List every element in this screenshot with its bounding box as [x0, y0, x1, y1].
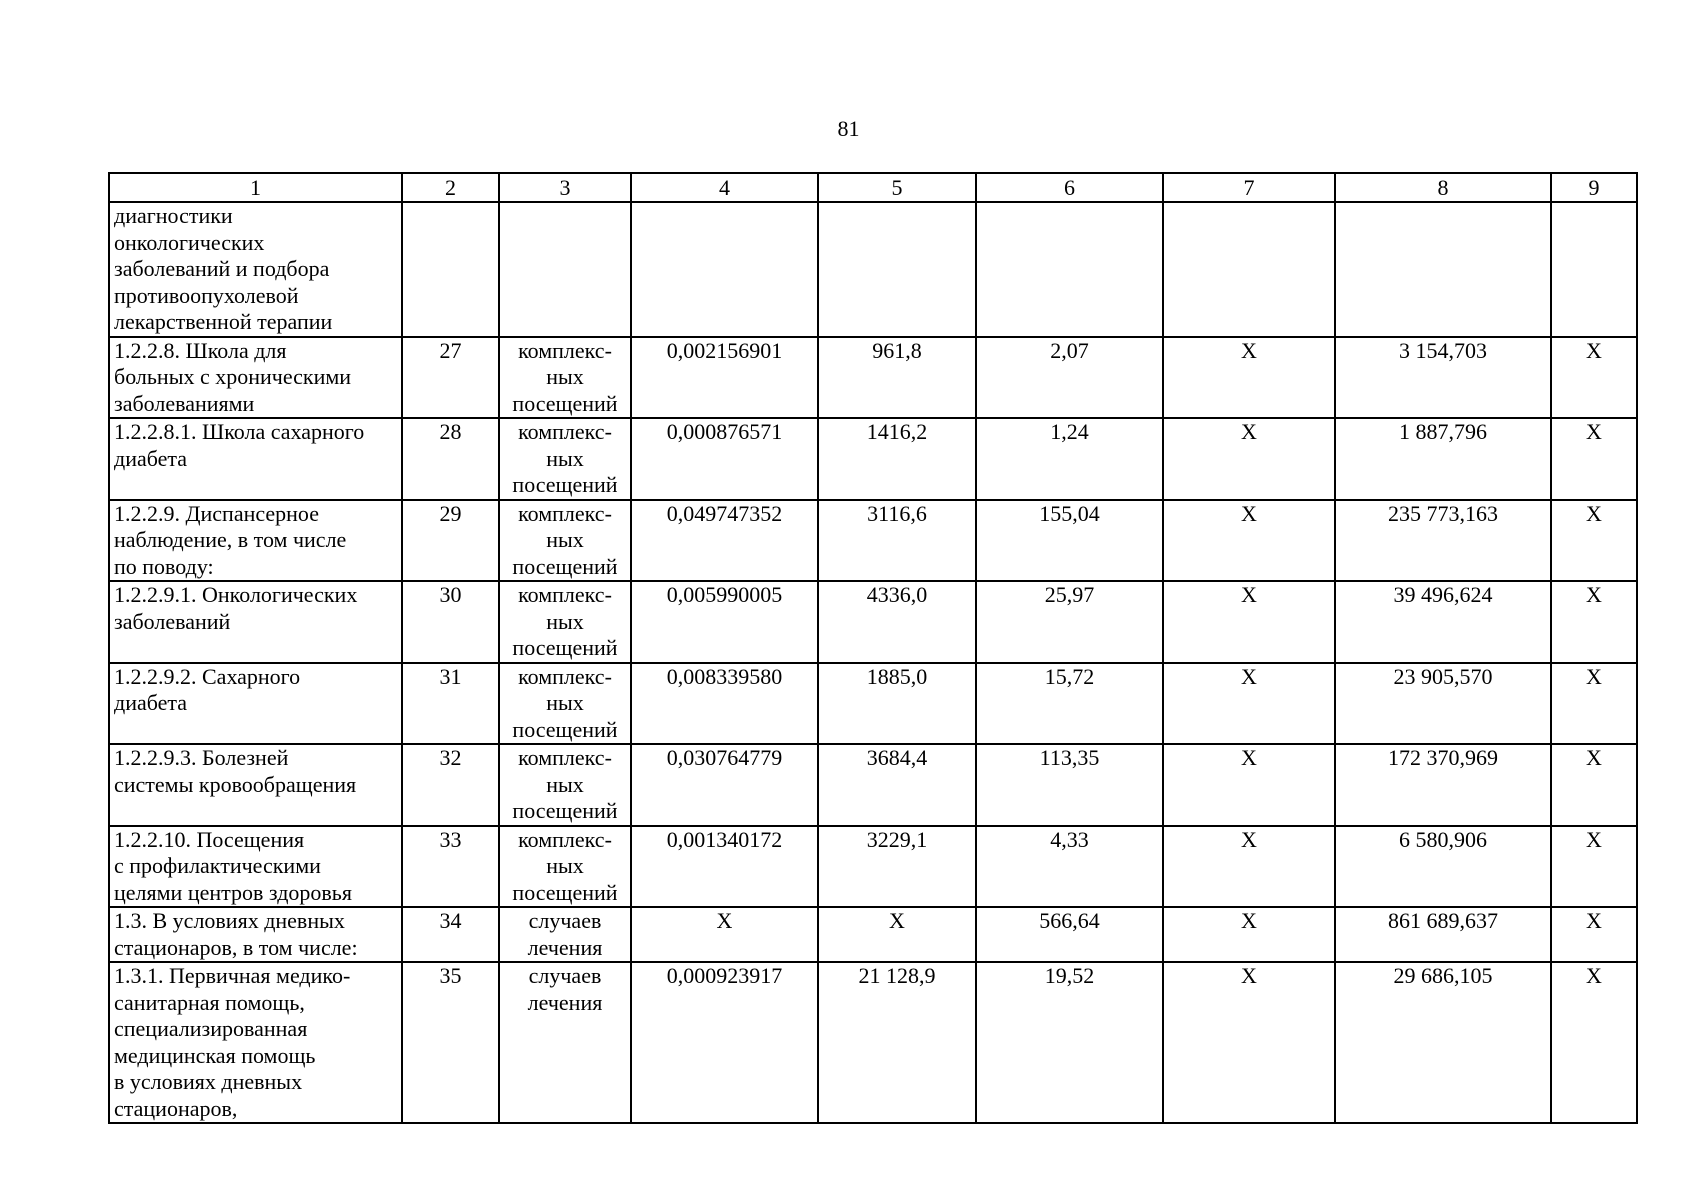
column-9-cell: X: [1551, 744, 1637, 826]
column-7-cell: X: [1163, 418, 1335, 500]
indicator-name-cell-line: заболеваний: [114, 608, 231, 634]
column-4-cell: 0,005990005: [631, 581, 818, 663]
indicator-name-cell-line: 1.2.2.9.1. Онкологических: [114, 582, 358, 607]
indicator-name-cell: [109, 907, 402, 962]
column-8-cell: 1 887,796: [1335, 418, 1551, 500]
indicator-name-cell-line: 1.3. В условиях дневных: [114, 908, 345, 933]
column-header-7: 7: [1163, 173, 1335, 202]
indicator-name-cell: [109, 337, 402, 419]
column-8-cell: 39 496,624: [1335, 581, 1551, 663]
unit-cell-line: ных: [546, 771, 584, 797]
unit-cell-line: ных: [546, 445, 584, 471]
unit-cell-line: ных: [546, 853, 584, 878]
column-5-cell: X: [818, 907, 976, 962]
table-row: [109, 418, 1637, 500]
column-9-cell: X: [1551, 500, 1637, 582]
page-number: 81: [837, 116, 860, 141]
indicator-name-cell-line: 1.2.2.10. Посещения: [114, 826, 305, 852]
column-4-cell: 0,000923917: [631, 962, 818, 1123]
unit-cell: [499, 744, 631, 826]
unit-cell-line: посещений: [512, 390, 618, 416]
column-9-cell: X: [1551, 826, 1637, 908]
column-6-cell: 4,33: [976, 826, 1163, 908]
column-4-cell: 0,030764779: [631, 744, 818, 826]
column-5-cell: 21 128,9: [818, 962, 976, 1123]
unit-cell-line: посещений: [512, 798, 618, 823]
indicator-name-cell-line: специализированная: [114, 1016, 308, 1041]
indicator-name-cell-line: 1.2.2.8. Школа для: [114, 337, 287, 363]
indicator-name-cell-line: 1.3.1. Первичная медико-: [114, 963, 351, 988]
column-9-cell: X: [1551, 663, 1637, 745]
unit-cell-line: посещений: [512, 879, 618, 905]
column-header-9: 9: [1551, 173, 1637, 202]
column-4-cell: [631, 202, 818, 337]
row-number-cell: 28: [402, 418, 499, 500]
unit-cell: [499, 962, 631, 1123]
row-number-cell: [402, 202, 499, 337]
column-header-4: 4: [631, 173, 818, 202]
column-header-5: 5: [818, 173, 976, 202]
indicator-name-cell-line: целями центров здоровья: [114, 879, 352, 905]
indicator-name-cell: [109, 962, 402, 1123]
column-9-cell: X: [1551, 962, 1637, 1123]
unit-cell-line: посещений: [512, 553, 618, 579]
table-row: [109, 962, 1637, 1123]
column-8-cell: 6 580,906: [1335, 826, 1551, 908]
table-row: [109, 826, 1637, 908]
indicator-name-cell-line: диабета: [114, 690, 188, 715]
column-6-cell: 19,52: [976, 962, 1163, 1123]
table-row: [109, 500, 1637, 582]
row-number-cell: 32: [402, 744, 499, 826]
indicator-name-cell: [109, 826, 402, 908]
unit-cell-line: случаев: [528, 963, 602, 988]
unit-cell-line: комплекс-: [518, 745, 612, 770]
column-7-cell: X: [1163, 500, 1335, 582]
indicator-name-cell-line: лекарственной терапии: [114, 309, 333, 334]
column-7-cell: X: [1163, 962, 1335, 1123]
indicator-name-cell-line: заболеваний и подбора: [114, 256, 330, 281]
column-8-cell: 3 154,703: [1335, 337, 1551, 419]
column-9-cell: [1551, 202, 1637, 337]
indicator-name-cell-line: больных с хроническими: [114, 364, 352, 389]
indicator-name-cell-line: в условиях дневных: [114, 1069, 303, 1094]
column-4-cell: 0,000876571: [631, 418, 818, 500]
column-7-cell: X: [1163, 907, 1335, 962]
column-4-cell: 0,049747352: [631, 500, 818, 582]
column-header-6: 6: [976, 173, 1163, 202]
table-row: [109, 663, 1637, 745]
unit-cell-line: посещений: [512, 716, 618, 742]
unit-cell: [499, 663, 631, 745]
column-header-8: 8: [1335, 173, 1551, 202]
column-7-cell: X: [1163, 581, 1335, 663]
unit-cell: [499, 418, 631, 500]
column-9-cell: X: [1551, 337, 1637, 419]
row-number-cell: 30: [402, 581, 499, 663]
table-header-row: [109, 173, 1637, 202]
indicator-name-cell-line: по поводу:: [114, 553, 214, 579]
column-5-cell: 961,8: [818, 337, 976, 419]
indicator-name-cell-line: стационаров,: [114, 1095, 238, 1121]
column-5-cell: 1416,2: [818, 418, 976, 500]
table-row: [109, 907, 1637, 962]
column-5-cell: 3116,6: [818, 500, 976, 582]
column-header-1: 1: [109, 173, 402, 202]
column-4-cell: 0,008339580: [631, 663, 818, 745]
indicator-name-cell-line: санитарная помощь,: [114, 989, 305, 1015]
unit-cell-line: посещений: [512, 635, 618, 660]
indicator-name-cell-line: 1.2.2.9.3. Болезней: [114, 745, 289, 770]
unit-cell: [499, 500, 631, 582]
column-6-cell: 25,97: [976, 581, 1163, 663]
table-row: [109, 744, 1637, 826]
column-8-cell: 172 370,969: [1335, 744, 1551, 826]
indicator-name-cell: [109, 581, 402, 663]
column-5-cell: 3229,1: [818, 826, 976, 908]
column-7-cell: X: [1163, 663, 1335, 745]
row-number-cell: 27: [402, 337, 499, 419]
unit-cell-line: лечения: [527, 989, 603, 1015]
column-6-cell: 155,04: [976, 500, 1163, 582]
column-4-cell: X: [631, 907, 818, 962]
column-8-cell: 23 905,570: [1335, 663, 1551, 745]
column-5-cell: 3684,4: [818, 744, 976, 826]
table-row: [109, 337, 1637, 419]
column-5-cell: 1885,0: [818, 663, 976, 745]
data-table: [108, 172, 1638, 1124]
unit-cell-line: ных: [546, 690, 584, 715]
column-8-cell: 29 686,105: [1335, 962, 1551, 1123]
indicator-name-cell-line: диагностики: [114, 203, 233, 228]
row-number-cell: 31: [402, 663, 499, 745]
column-8-cell: [1335, 202, 1551, 337]
unit-cell: [499, 202, 631, 337]
unit-cell-line: комплекс-: [518, 500, 612, 526]
unit-cell-line: комплекс-: [518, 582, 612, 607]
indicator-name-cell-line: с профилактическими: [114, 853, 321, 878]
column-7-cell: X: [1163, 826, 1335, 908]
row-number-cell: 35: [402, 962, 499, 1123]
unit-cell-line: посещений: [512, 472, 618, 497]
column-header-2: 2: [402, 173, 499, 202]
unit-cell: [499, 581, 631, 663]
column-8-cell: 861 689,637: [1335, 907, 1551, 962]
indicator-name-cell-line: 1.2.2.9. Диспансерное: [114, 500, 319, 526]
table-row: [109, 581, 1637, 663]
indicator-name-cell-line: системы кровообращения: [114, 771, 357, 797]
indicator-name-cell: [109, 744, 402, 826]
indicator-name-cell-line: диабета: [114, 445, 188, 471]
indicator-name-cell-line: заболеваниями: [114, 390, 255, 416]
unit-cell-line: комплекс-: [518, 337, 612, 363]
unit-cell-line: ных: [546, 608, 584, 634]
indicator-name-cell-line: противоопухолевой: [114, 282, 299, 308]
table-row: [109, 202, 1637, 337]
column-6-cell: 113,35: [976, 744, 1163, 826]
indicator-name-cell: [109, 500, 402, 582]
unit-cell-line: случаев: [528, 908, 602, 933]
indicator-name-cell-line: 1.2.2.8.1. Школа сахарного: [114, 419, 365, 444]
unit-cell-line: комплекс-: [518, 419, 612, 444]
column-header-3: 3: [499, 173, 631, 202]
unit-cell: [499, 907, 631, 962]
column-5-cell: [818, 202, 976, 337]
column-9-cell: X: [1551, 581, 1637, 663]
column-6-cell: 566,64: [976, 907, 1163, 962]
row-number-cell: 34: [402, 907, 499, 962]
indicator-name-cell: [109, 663, 402, 745]
indicator-name-cell-line: онкологических: [114, 229, 265, 255]
column-6-cell: 2,07: [976, 337, 1163, 419]
column-6-cell: 15,72: [976, 663, 1163, 745]
column-9-cell: X: [1551, 907, 1637, 962]
indicator-name-cell-line: 1.2.2.9.2. Сахарного: [114, 663, 301, 689]
unit-cell-line: комплекс-: [518, 826, 612, 852]
column-9-cell: X: [1551, 418, 1637, 500]
column-7-cell: X: [1163, 337, 1335, 419]
column-4-cell: 0,001340172: [631, 826, 818, 908]
column-7-cell: X: [1163, 744, 1335, 826]
column-8-cell: 235 773,163: [1335, 500, 1551, 582]
column-7-cell: [1163, 202, 1335, 337]
unit-cell-line: лечения: [527, 934, 603, 960]
column-5-cell: 4336,0: [818, 581, 976, 663]
indicator-name-cell-line: стационаров, в том числе:: [114, 934, 358, 960]
indicator-name-cell-line: наблюдение, в том числе: [114, 527, 347, 552]
unit-cell-line: комплекс-: [518, 663, 612, 689]
indicator-name-cell: [109, 418, 402, 500]
column-6-cell: [976, 202, 1163, 337]
unit-cell: [499, 826, 631, 908]
column-4-cell: 0,002156901: [631, 337, 818, 419]
row-number-cell: 29: [402, 500, 499, 582]
indicator-name-cell-line: медицинская помощь: [114, 1042, 316, 1068]
unit-cell-line: ных: [546, 364, 584, 389]
indicator-name-cell: [109, 202, 402, 337]
row-number-cell: 33: [402, 826, 499, 908]
column-6-cell: 1,24: [976, 418, 1163, 500]
unit-cell: [499, 337, 631, 419]
unit-cell-line: ных: [546, 527, 584, 552]
